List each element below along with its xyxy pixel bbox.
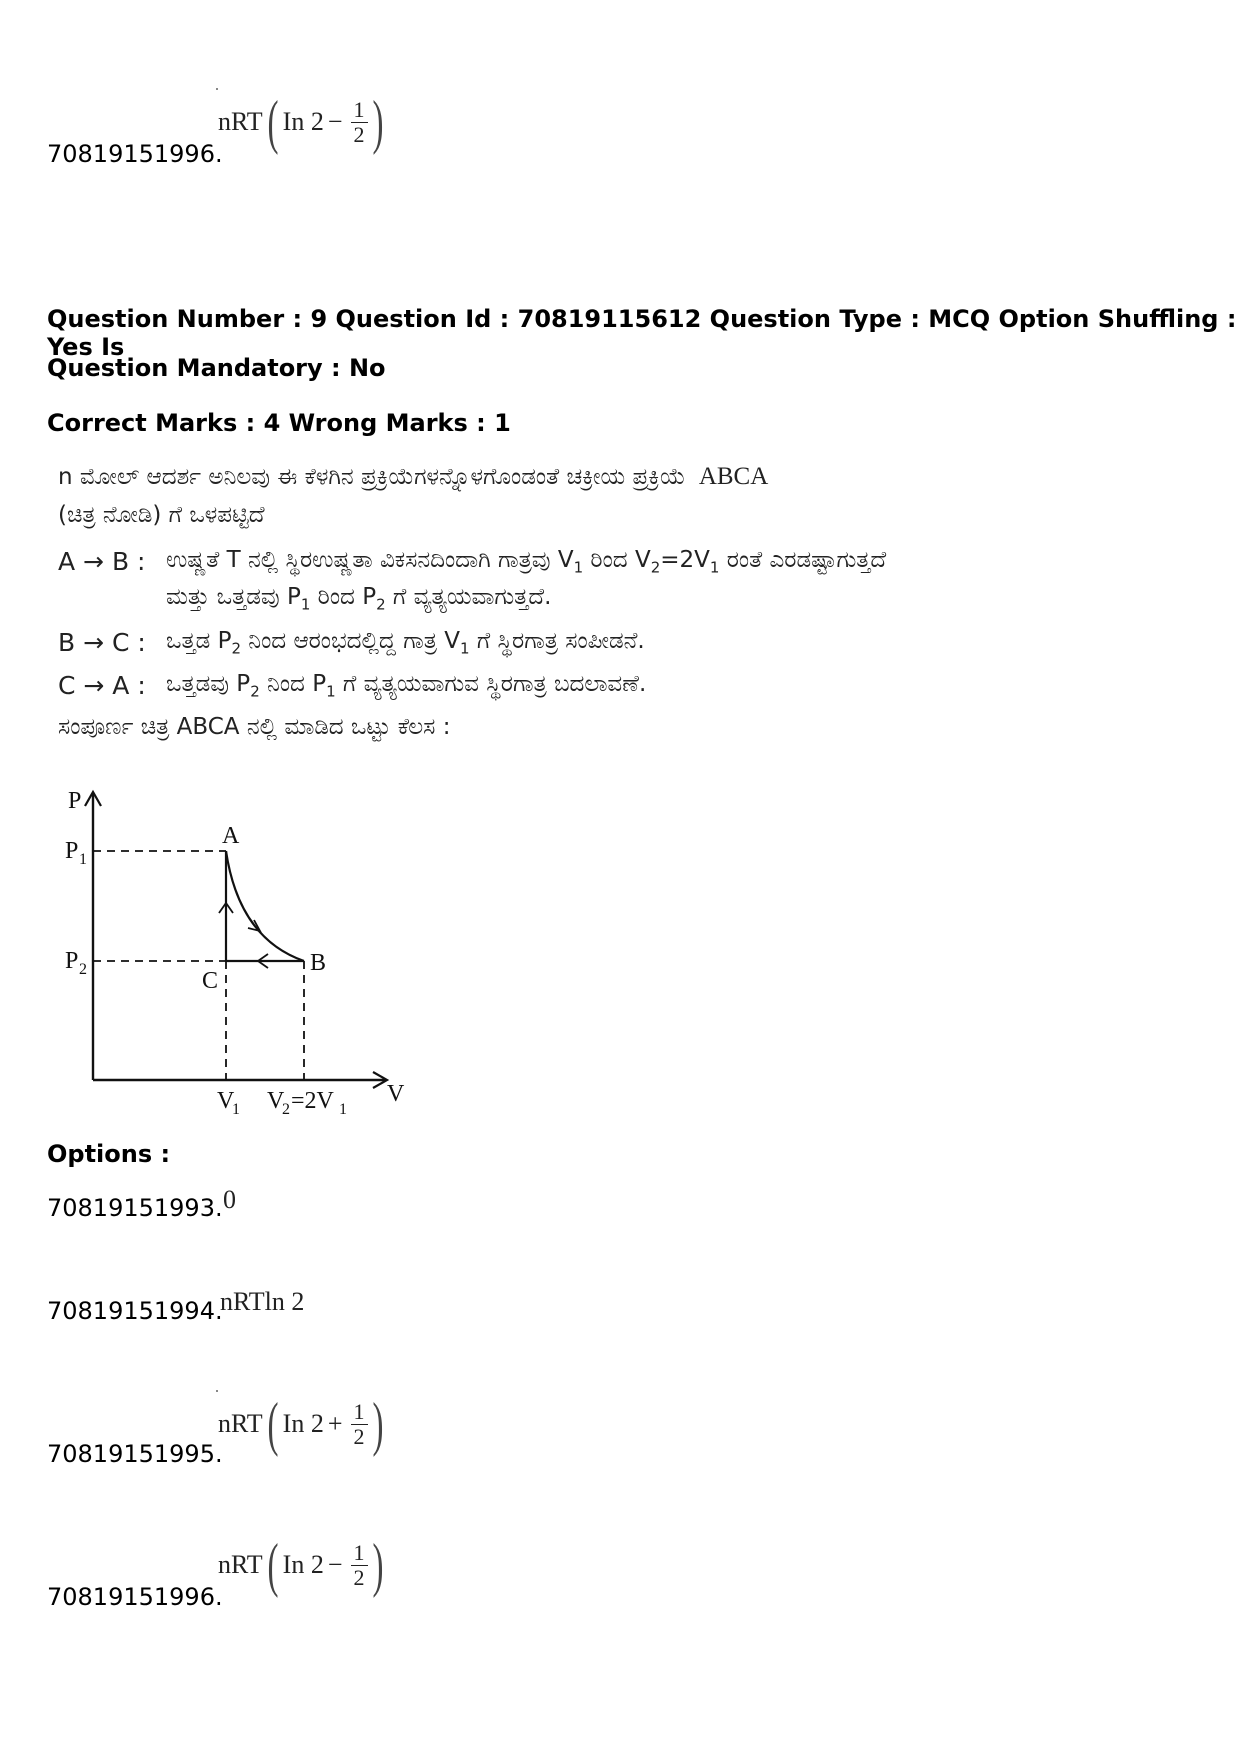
intro-abca: ABCA: [698, 463, 769, 490]
step-ab-line1: [166, 547, 886, 577]
step-ab-line2: [166, 584, 551, 614]
question-marks: Correct Marks : 4 Wrong Marks : 1: [47, 409, 511, 437]
formula-term: In 2: [282, 107, 324, 136]
text: ಗೆ ವ್ಯತ್ಯಯವಾಗುವ ಸ್ಥಿರಗಾತ್ರ ಬದಲಾವಣೆ.: [335, 671, 647, 697]
isotherm-ab: [226, 851, 304, 961]
label-v1: V: [217, 1088, 235, 1114]
fraction-den: 2: [353, 1564, 365, 1590]
fraction-den: 2: [353, 1423, 365, 1449]
sub: 2: [231, 639, 241, 658]
point-c: C: [202, 968, 219, 994]
intro-text: n ಮೋಲ್ ಆದರ್ಶ ಅನಿಲವು ಈ ಕೆಳಗಿನ ಪ್ರಕ್ರಿಯೆಗಳನ್ನೊಳಗೊಂಡಂತೆ ಚಕ್ರೀಯ ಪ್ರಕ್ರಿಯೆ: [58, 464, 686, 490]
image-artifact-dot: [216, 88, 218, 90]
fraction-num: 1: [351, 1400, 368, 1424]
option-4-formula: [218, 1532, 387, 1598]
axis-label-v: V: [387, 1081, 405, 1107]
text: ರಂತೆ ಎರಡಷ್ಟಾಗುತ್ತದೆ: [719, 547, 887, 573]
step-ca-line: [166, 671, 646, 701]
text: ಒತ್ತಡವು P: [166, 671, 251, 697]
formula-op: −: [327, 107, 343, 136]
paren-open: (: [267, 1391, 279, 1457]
text: ಉಷ್ಣತೆ T ನಲ್ಲಿ ಸ್ಥಿರಉಷ್ಣತಾ ವಿಕಸನದಿಂದಾಗಿ ಗಾತ್ರವು V: [166, 547, 574, 573]
fraction-num: 1: [351, 98, 368, 122]
label-p2-sub: 2: [79, 961, 87, 978]
formula-prefix: nRT: [218, 1409, 263, 1438]
question-header-line1: Question Number : 9 Question Id : 70819115612 Question Type : MCQ Option Shuffling : Yes Is: [47, 305, 1237, 361]
sub: 1: [709, 558, 720, 577]
text: ಗೆ ಸ್ಥಿರಗಾತ್ರ ಸಂಪೀಡನೆ.: [469, 628, 645, 654]
formula-op: +: [327, 1409, 343, 1438]
paren-close: ): [371, 89, 383, 155]
step-ab-label: A → B :: [58, 547, 146, 576]
paren-close: ): [371, 1391, 383, 1457]
sub: 1: [326, 682, 336, 701]
axis-label-p: P: [68, 788, 82, 814]
text: ನಿಂದ ಆರಂಭದಲ್ಲಿದ್ದ ಗಾತ್ರ V: [240, 628, 460, 654]
step-bc-line: [166, 628, 645, 658]
step-bc-label: B → C :: [58, 628, 146, 657]
label-v2-eq-sub: 1: [339, 1101, 347, 1118]
option-4-id: 70819151996.: [47, 1583, 223, 1611]
option-id-top: 70819151996.: [47, 140, 223, 168]
label-p2: P: [65, 948, 79, 974]
point-b: B: [310, 950, 327, 976]
label-p1-sub: 1: [79, 851, 87, 868]
paren-open: (: [267, 1532, 279, 1598]
formula-term: In 2: [282, 1550, 324, 1579]
text: =2V: [660, 547, 710, 573]
pv-diagram: [40, 780, 420, 1120]
option-1-value: 0: [223, 1185, 236, 1214]
option-formula-top: [218, 89, 387, 155]
formula-prefix: nRT: [218, 107, 263, 136]
question-header-line2: Question Mandatory : No: [47, 354, 386, 382]
sub: 1: [459, 639, 470, 658]
question-conclusion: ಸಂಪೂರ್ಣ ಚಿತ್ರ ABCA ನಲ್ಲಿ ಮಾಡಿದ ಒಟ್ಟು ಕೆಲಸ :: [58, 714, 451, 740]
options-label: Options :: [47, 1140, 171, 1168]
formula-term: In 2: [282, 1409, 324, 1438]
formula-prefix: nRT: [218, 1550, 263, 1579]
text: ಮತ್ತು ಒತ್ತಡವು P: [166, 584, 301, 610]
label-v1-sub: 1: [232, 1101, 240, 1118]
question-intro-line1: [58, 463, 768, 491]
fraction-den: 2: [353, 121, 365, 147]
label-v2: V: [267, 1088, 285, 1114]
sub: 1: [573, 558, 584, 577]
paren-close: ): [371, 1532, 383, 1598]
question-intro-line2: (ಚಿತ್ರ ನೋಡಿ) ಗೆ ಒಳಪಟ್ಟಿದೆ: [58, 502, 265, 528]
label-p1: P: [65, 838, 79, 864]
text: ಒತ್ತಡ P: [166, 628, 232, 654]
fraction-num: 1: [351, 1541, 368, 1565]
step-ca-label: C → A :: [58, 671, 146, 700]
text: ರಿಂದ V: [583, 547, 651, 573]
fraction: [351, 98, 368, 145]
option-2-id: 70819151994.: [47, 1297, 223, 1325]
option-3-formula: [218, 1391, 387, 1457]
option-2-value: nRTln 2: [220, 1287, 305, 1316]
sub: 1: [300, 595, 311, 614]
label-v2-eq: =2V: [291, 1088, 334, 1114]
text: ರಿಂದ P: [310, 584, 377, 610]
label-v2-sub: 2: [282, 1101, 290, 1118]
option-3-id: 70819151995.: [47, 1440, 223, 1468]
image-artifact-dot: [216, 1390, 218, 1392]
point-a: A: [222, 823, 240, 849]
sub: 2: [650, 558, 661, 577]
formula-op: −: [327, 1550, 343, 1579]
sub: 2: [376, 595, 386, 614]
sub: 2: [250, 682, 260, 701]
text: ನಿಂದ P: [259, 671, 327, 697]
text: ಗೆ ವ್ಯತ್ಯಯವಾಗುತ್ತದೆ.: [385, 584, 552, 610]
fraction: [351, 1541, 368, 1588]
paren-open: (: [267, 89, 279, 155]
option-1-id: 70819151993.: [47, 1194, 223, 1222]
fraction: [351, 1400, 368, 1447]
